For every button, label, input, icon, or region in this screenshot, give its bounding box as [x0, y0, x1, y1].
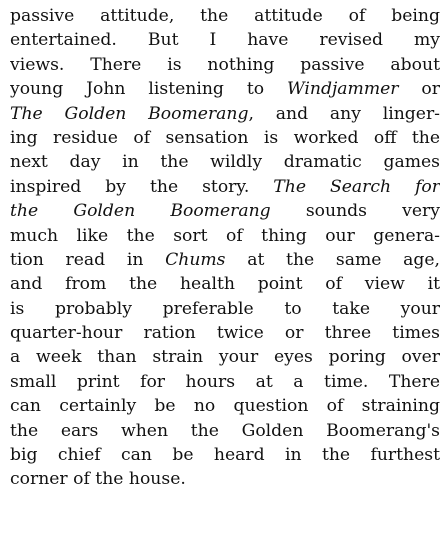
text-line — [10, 4, 440, 28]
italic-title-text: the Golden Boomerang — [10, 201, 271, 222]
body-text: at the same age, — [225, 249, 440, 270]
body-text: a week than strain your eyes poring over — [10, 347, 440, 368]
article-text-block — [10, 4, 440, 492]
body-text: and from the health point of view it — [10, 274, 440, 295]
body-text: ing residue of sensation is worked off the — [10, 127, 440, 148]
text-line — [10, 150, 440, 174]
body-text: views. There is nothing passive about — [10, 54, 440, 75]
body-text: , and any linger- — [248, 103, 440, 124]
body-text: or — [398, 79, 440, 100]
text-line — [10, 345, 440, 369]
body-text: much like the sort of thing our genera- — [10, 225, 440, 246]
body-text: next day in the wildly dramatic games — [10, 152, 440, 173]
text-line — [10, 53, 440, 77]
text-line — [10, 297, 440, 321]
body-text: is probably preferable to take your — [10, 298, 440, 319]
body-text: tion read in — [10, 249, 166, 270]
text-line — [10, 126, 440, 150]
text-line — [10, 28, 440, 52]
text-line — [10, 443, 440, 467]
text-line — [10, 248, 440, 272]
text-line — [10, 467, 440, 491]
body-text: corner of the house. — [10, 469, 186, 490]
italic-title-text: Windjammer — [287, 79, 399, 100]
body-text: quarter-hour ration twice or three times — [10, 323, 440, 344]
italic-title-text: The Search for — [273, 176, 440, 197]
text-line — [10, 419, 440, 443]
body-text: inspired by the story. — [10, 176, 274, 197]
body-text: entertained. But I have revised my — [10, 30, 440, 51]
italic-title-text: Chums — [165, 249, 226, 270]
body-text: young John listening to — [10, 79, 288, 100]
text-line — [10, 102, 440, 126]
text-line — [10, 370, 440, 394]
body-text: can certainly be no question of straining — [10, 396, 440, 417]
italic-title-text: The Golden Boomerang — [10, 103, 249, 124]
text-line — [10, 272, 440, 296]
text-line — [10, 224, 440, 248]
body-text: the ears when the Golden Boomerang's — [10, 420, 440, 441]
text-line — [10, 77, 440, 101]
text-line — [10, 199, 440, 223]
text-line — [10, 175, 440, 199]
text-line — [10, 394, 440, 418]
body-text: small print for hours at a time. There — [10, 371, 440, 392]
body-text: passive attitude, the attitude of being — [10, 6, 440, 26]
body-text: sounds very — [270, 201, 440, 222]
body-text: big chief can be heard in the furthest — [10, 445, 440, 466]
text-line — [10, 321, 440, 345]
